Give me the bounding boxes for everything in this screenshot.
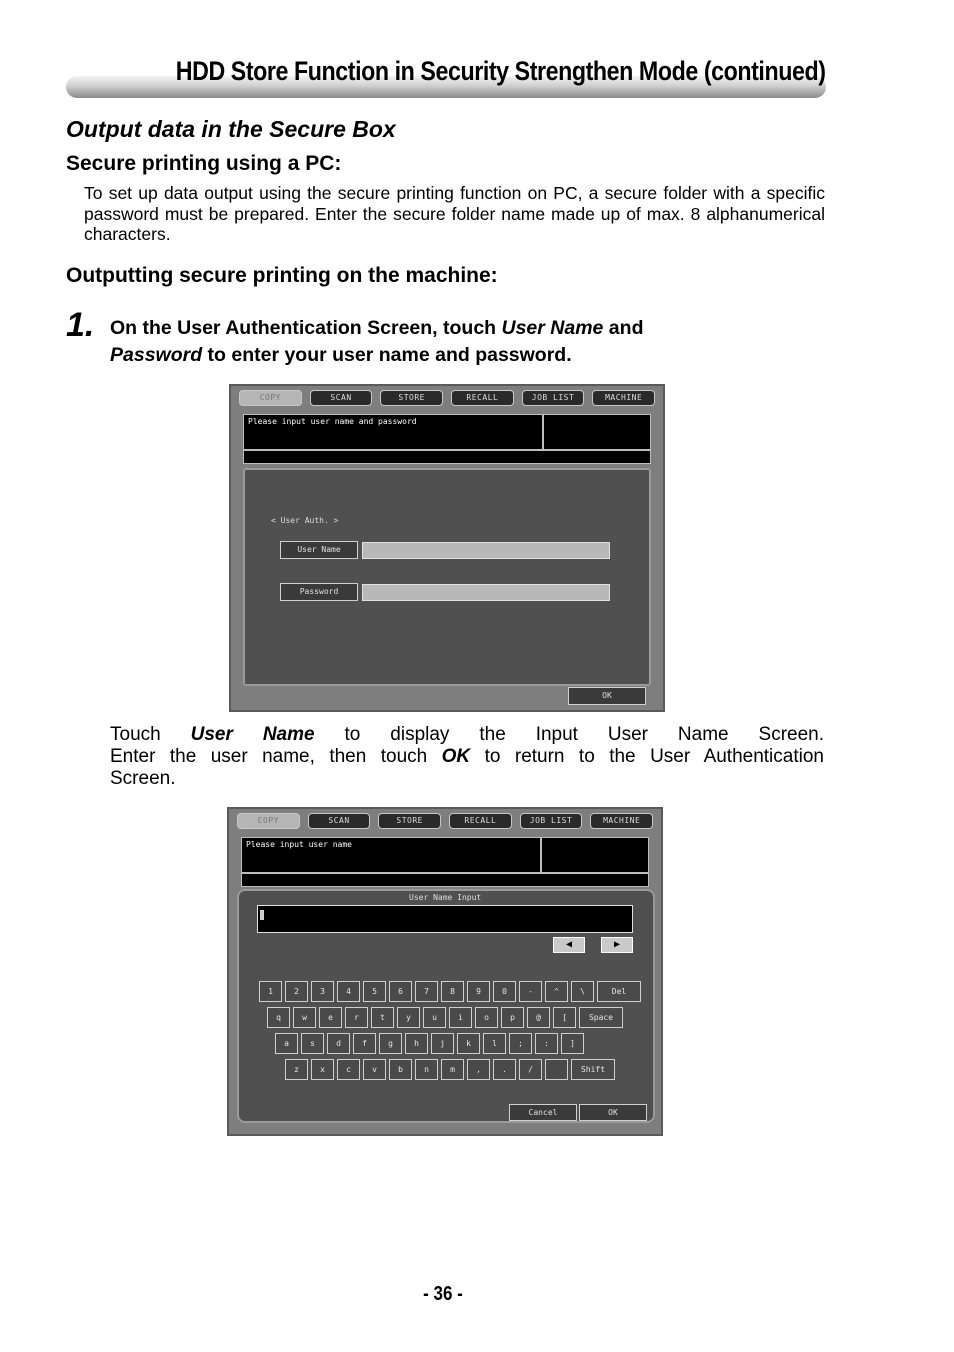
tab-copy[interactable]: COPY: [237, 813, 300, 829]
user-auth-screen: [229, 384, 665, 712]
key-char[interactable]: j: [431, 1033, 454, 1054]
text-cursor: [260, 910, 264, 920]
step-text-1: On the User Authentication Screen, touch: [110, 317, 502, 339]
key-del[interactable]: Del: [597, 981, 641, 1002]
key-char[interactable]: x: [311, 1059, 334, 1080]
key-char[interactable]: h: [405, 1033, 428, 1054]
cancel-button[interactable]: Cancel: [509, 1104, 577, 1121]
key-char[interactable]: [: [553, 1007, 576, 1028]
touch-line-2: [110, 746, 824, 768]
key-char[interactable]: m: [441, 1059, 464, 1080]
key-char[interactable]: ^: [545, 981, 568, 1002]
key-char[interactable]: 6: [389, 981, 412, 1002]
user-auth-label: < User Auth. >: [271, 516, 339, 525]
page-number: - 36 -: [423, 1283, 463, 1305]
key-space[interactable]: Space: [579, 1007, 623, 1028]
step-text-user-name: User Name: [501, 317, 604, 339]
subheading-secure-printing-pc: Secure printing using a PC:: [66, 152, 342, 175]
key-blank[interactable]: [545, 1059, 568, 1080]
key-char[interactable]: y: [397, 1007, 420, 1028]
touch-text-b1: Enter the user name, then touch: [110, 746, 442, 767]
tab-job-list[interactable]: JOB LIST: [520, 813, 583, 829]
key-char[interactable]: 9: [467, 981, 490, 1002]
key-char[interactable]: ,: [467, 1059, 490, 1080]
key-char[interactable]: l: [483, 1033, 506, 1054]
password-button[interactable]: Password: [280, 583, 358, 601]
key-char[interactable]: n: [415, 1059, 438, 1080]
touch-text-user-name: User Name: [190, 724, 315, 745]
key-char[interactable]: c: [337, 1059, 360, 1080]
key-char[interactable]: -: [519, 981, 542, 1002]
step-instruction: [110, 315, 770, 369]
message-text: Please input user name: [246, 840, 352, 849]
tab-recall[interactable]: RECALL: [449, 813, 512, 829]
key-char[interactable]: z: [285, 1059, 308, 1080]
info-strip: [243, 450, 651, 464]
screen2-tabs: [237, 813, 653, 829]
key-char[interactable]: k: [457, 1033, 480, 1054]
message-text: Please input user name and password: [248, 417, 417, 426]
status-area: [541, 837, 649, 873]
auth-panel: [243, 468, 651, 686]
key-char[interactable]: /: [519, 1059, 542, 1080]
key-char[interactable]: w: [293, 1007, 316, 1028]
section-header: [66, 56, 826, 100]
tab-job-list[interactable]: JOB LIST: [522, 390, 585, 406]
step-text-password: Password: [110, 344, 203, 366]
touch-text-ok: OK: [441, 746, 471, 767]
key-char[interactable]: d: [327, 1033, 350, 1054]
tab-scan[interactable]: SCAN: [310, 390, 373, 406]
info-strip: [241, 873, 649, 887]
key-char[interactable]: ;: [509, 1033, 532, 1054]
key-char[interactable]: 0: [493, 981, 516, 1002]
status-area: [543, 414, 651, 450]
touch-instructions: [110, 724, 824, 790]
key-char[interactable]: a: [275, 1033, 298, 1054]
key-char[interactable]: 8: [441, 981, 464, 1002]
cursor-left-button[interactable]: ◀: [553, 937, 585, 953]
key-char[interactable]: \: [571, 981, 594, 1002]
password-field[interactable]: [362, 584, 610, 601]
key-shift[interactable]: Shift: [571, 1059, 615, 1080]
user-name-button[interactable]: User Name: [280, 541, 358, 559]
key-char[interactable]: p: [501, 1007, 524, 1028]
key-char[interactable]: s: [301, 1033, 324, 1054]
page-title: HDD Store Function in Security Strengthen Mode (continued): [176, 56, 826, 86]
key-char[interactable]: g: [379, 1033, 402, 1054]
touch-line-3: Screen.: [110, 768, 176, 789]
user-name-input-screen: [227, 807, 663, 1136]
keyboard-panel: [237, 889, 655, 1123]
key-char[interactable]: @: [527, 1007, 550, 1028]
key-char[interactable]: t: [371, 1007, 394, 1028]
ok-button[interactable]: OK: [568, 687, 646, 705]
touch-line-1: [110, 724, 824, 746]
key-char[interactable]: :: [535, 1033, 558, 1054]
tab-store[interactable]: STORE: [380, 390, 443, 406]
panel-title: User Name Input: [409, 893, 482, 902]
key-char[interactable]: .: [493, 1059, 516, 1080]
tab-recall[interactable]: RECALL: [451, 390, 514, 406]
message-area: [243, 414, 543, 450]
key-char[interactable]: b: [389, 1059, 412, 1080]
ok-button[interactable]: OK: [579, 1104, 647, 1121]
key-char[interactable]: o: [475, 1007, 498, 1028]
key-char[interactable]: 7: [415, 981, 438, 1002]
key-char[interactable]: r: [345, 1007, 368, 1028]
tab-copy[interactable]: COPY: [239, 390, 302, 406]
user-name-field[interactable]: [362, 542, 610, 559]
key-char[interactable]: u: [423, 1007, 446, 1028]
subheading-outputting: Outputting secure printing on the machine:: [66, 264, 498, 287]
user-name-input[interactable]: [257, 905, 633, 933]
tab-scan[interactable]: SCAN: [308, 813, 371, 829]
step-text-3: and: [603, 317, 644, 339]
key-char[interactable]: 5: [363, 981, 386, 1002]
key-char[interactable]: ]: [561, 1033, 584, 1054]
touch-text-a3: to display the Input User Name Screen.: [314, 724, 825, 745]
key-char[interactable]: 1: [259, 981, 282, 1002]
key-char[interactable]: q: [267, 1007, 290, 1028]
cursor-right-button[interactable]: ▶: [601, 937, 633, 953]
key-char[interactable]: v: [363, 1059, 386, 1080]
tab-machine[interactable]: MACHINE: [592, 390, 655, 406]
step-number: 1.: [66, 306, 95, 344]
message-area: [241, 837, 541, 873]
intro-paragraph: To set up data output using the secure printing function on PC, a secure folder with a specific password must be prepared. Enter the secure folder name made up of max. 8 alphanumerical characters.: [84, 183, 825, 244]
key-char[interactable]: f: [353, 1033, 376, 1054]
tab-store[interactable]: STORE: [378, 813, 441, 829]
touch-text-b3: to return to the User Authentication: [470, 746, 824, 767]
key-char[interactable]: i: [449, 1007, 472, 1028]
key-char[interactable]: 4: [337, 981, 360, 1002]
key-char[interactable]: 2: [285, 981, 308, 1002]
tab-machine[interactable]: MACHINE: [590, 813, 653, 829]
section-title: Output data in the Secure Box: [66, 116, 396, 142]
key-char[interactable]: e: [319, 1007, 342, 1028]
step-text-5: to enter your user name and password.: [202, 344, 572, 366]
key-char[interactable]: 3: [311, 981, 334, 1002]
touch-text-a1: Touch: [110, 724, 191, 745]
screen1-tabs: [239, 390, 655, 406]
